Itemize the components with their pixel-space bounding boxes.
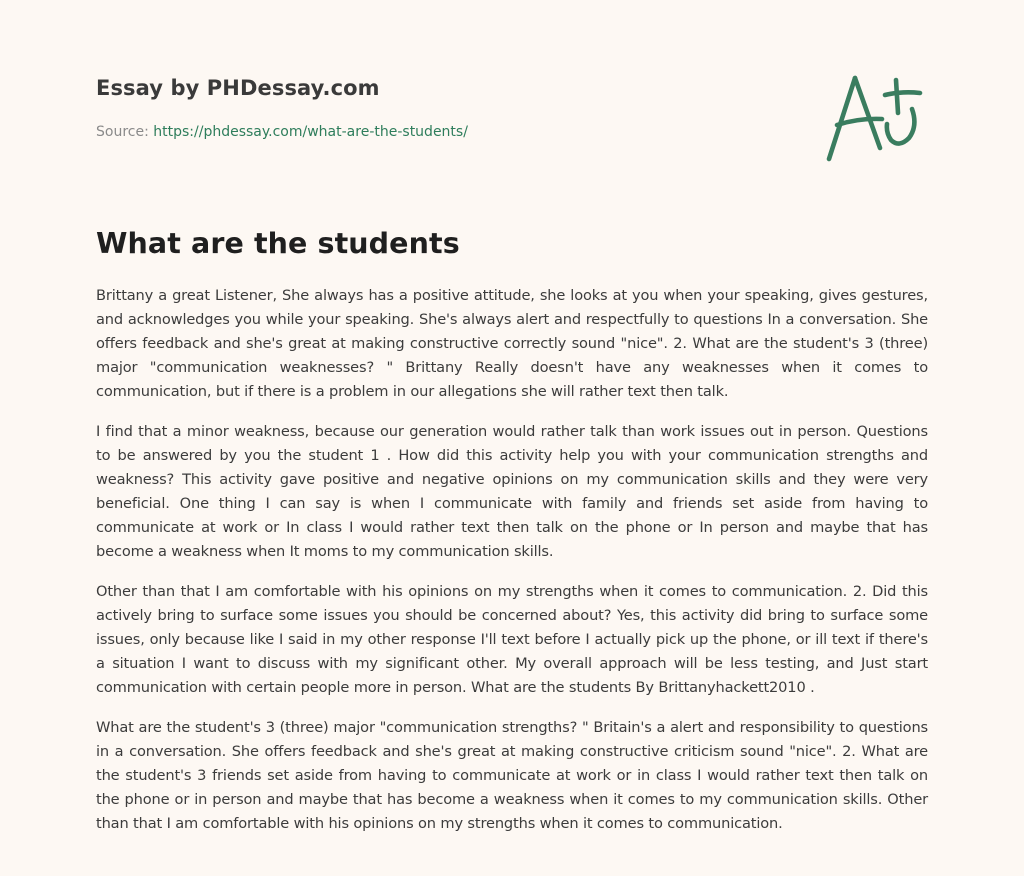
essay-paragraph-2: I find that a minor weakness, because our generation would rather talk than work issues out in person. Questions to be answered by you the student 1 . How did this activity help you with your communication strengths and weakness? This activity gave positive and negative opinions on my communication skills and they were very beneficial. One thing I can say is when I communicate with family and friends set aside from having to communicate at work or In class I would rather text then talk on the phone or In person and maybe that has become a weakness when It moms to my communication skills. xyxy=(96,423,928,560)
source-link[interactable]: https://phdessay.com/what-are-the-students/ xyxy=(153,124,468,140)
essay-paragraph-3: Other than that I am comfortable with his opinions on my strengths when it comes to communication. 2. Did this actively bring to surface some issues you should be concerned about? Yes, this activity did bring to surface some issues, only because like I said in my other response I'll text before I actually pick up the phone, or ill text if there's a situation I want to discuss with my significant other. My overall approach will be less testing, and Just start communication with certain people more in person. What are the students By Brittanyhackett2010 . xyxy=(96,583,928,696)
a-plus-grade-icon xyxy=(824,66,928,166)
site-title: Essay by PHDessay.com xyxy=(96,76,380,100)
source-label: Source: xyxy=(96,124,154,140)
essay-title: What are the students xyxy=(96,227,460,260)
essay-page xyxy=(96,0,928,876)
essay-paragraph-1: Brittany a great Listener, She always has a positive attitude, she looks at you when your speaking, gives gestures, and acknowledges you while your speaking. She's always alert and respectfully to questions In a conversation. She offers feedback and she's great at making constructive correctly sound "nice". 2. What are the student's 3 (three) major "communication weaknesses? " Brittany Really doesn't have any weaknesses when it comes to communication, but if there is a problem in our allegations she will rather text then talk. xyxy=(96,287,928,400)
source-line xyxy=(96,124,468,140)
essay-body xyxy=(96,284,928,852)
essay-paragraph-4: What are the student's 3 (three) major "communication strengths? " Britain's a alert and responsibility to questions in a conversation. She offers feedback and she's great at making constructive criticism sound "nice". 2. What are the student's 3 friends set aside from having to communicate at work or in class I would rather text then talk on the phone or in person and maybe that has become a weakness when it comes to my communication skills. Other than that I am comfortable with his opinions on my strengths when it comes to communication. xyxy=(96,719,928,832)
